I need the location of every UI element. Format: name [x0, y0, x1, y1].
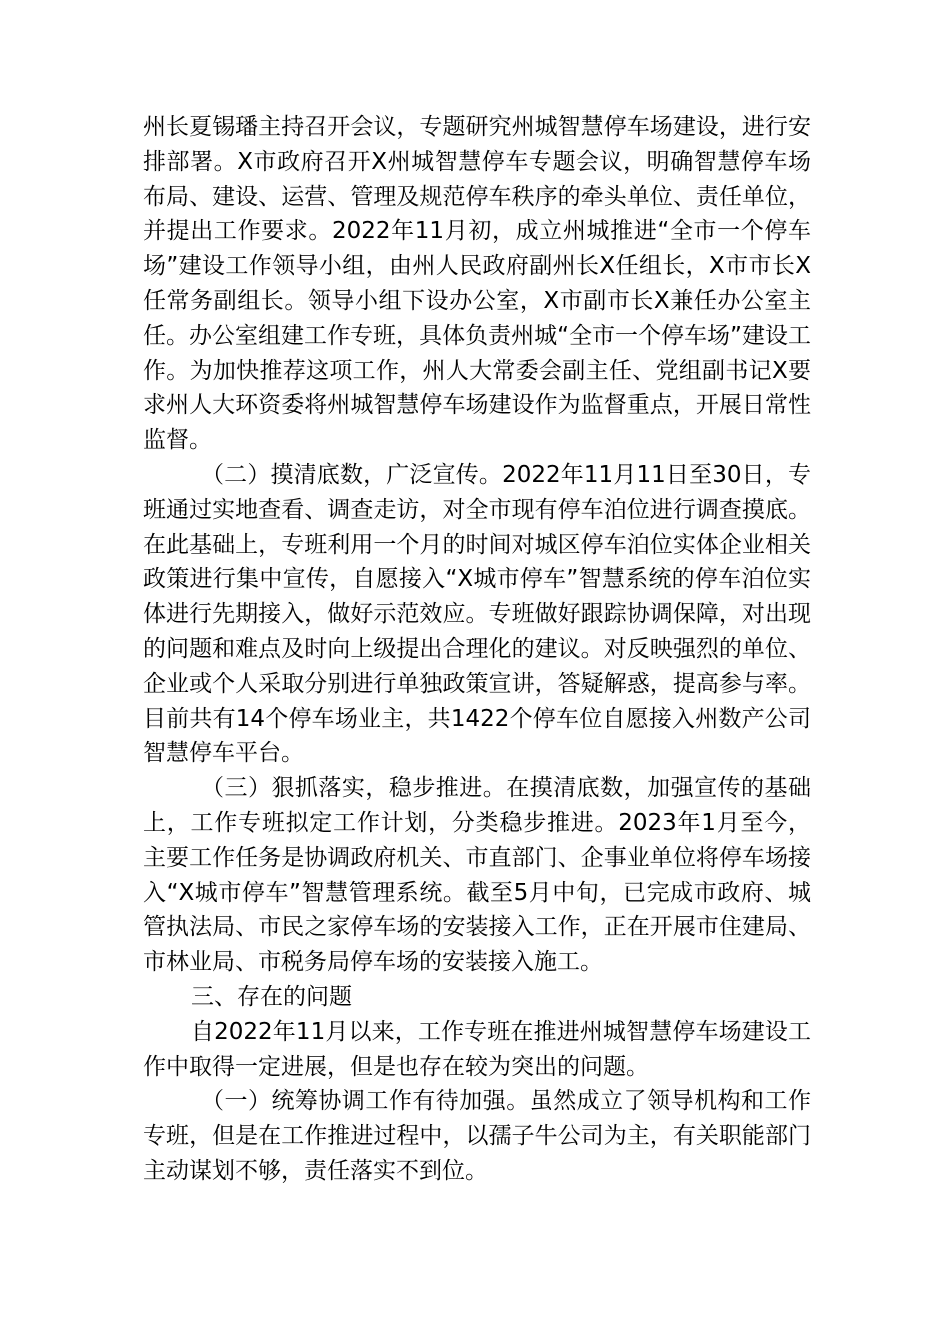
paragraph-problem-1: （一）统筹协调工作有待加强。虽然成立了领导机构和工作专班，但是在工作推进过程中，以孺子牛公司为主，有关职能部门主动谋划不够，责任落实不到位。 — [143, 1088, 811, 1184]
paragraph-section-3: （三）狠抓落实，稳步推进。在摸清底数，加强宣传的基础上，工作专班拟定工作计划，分类稳步推进。2023年1月至今，主要工作任务是协调政府机关、市直部门、企事业单位将停车场接入“X城市停车”智慧管理系统。截至5月中旬，已完成市政府、城管执法局、市民之家停车场的安装接入工作，正在开展市住建局、市林业局、市税务局停车场的安装接入施工。 — [143, 775, 811, 976]
paragraph-leading-committee: 州长夏锡璠主持召开会议，专题研究州城智慧停车场建设，进行安排部署。X市政府召开X州城智慧停车专题会议，明确智慧停车场布局、建设、运营、管理及规范停车秩序的牵头单位、责任单位，并提出工作要求。2022年11月初，成立州城推进“全市一个停车场”建设工作领导小组，由州人民政府副州长X任组长，X市市长X任常务副组长。领导小组下设办公室，X市副市长X兼任办公室主任。办公室组建工作专班，具体负责州城“全市一个停车场”建设工作。为加快推荐这项工作，州人大常委会副主任、党组副书记X要求州人大环资委将州城智慧停车场建设作为监督重点，开展日常性监督。 — [143, 114, 811, 454]
document-page — [143, 110, 811, 1189]
heading-existing-problems: 三、存在的问题 — [191, 983, 352, 1010]
paragraph-section-2: （二）摸清底数，广泛宣传。2022年11月11日至30日，专班通过实地查看、调查走访，对全市现有停车泊位进行调查摸底。在此基础上，专班利用一个月的时间对城区停车泊位实体企业相关政策进行集中宣传，自愿接入“X城市停车”智慧系统的停车泊位实体进行先期接入，做好示范效应。专班做好跟踪协调保障，对出现的问题和难点及时向上级提出合理化的建议。对反映强烈的单位、企业或个人采取分别进行单独政策宣讲，答疑解惑，提高参与率。目前共有14个停车场业主，共1422个停车位自愿接入州数产公司智慧停车平台。 — [143, 461, 811, 767]
paragraph-problems-intro: 自2022年11月以来，工作专班在推进州城智慧停车场建设工作中取得一定进展，但是也存在较为突出的问题。 — [143, 1018, 811, 1080]
